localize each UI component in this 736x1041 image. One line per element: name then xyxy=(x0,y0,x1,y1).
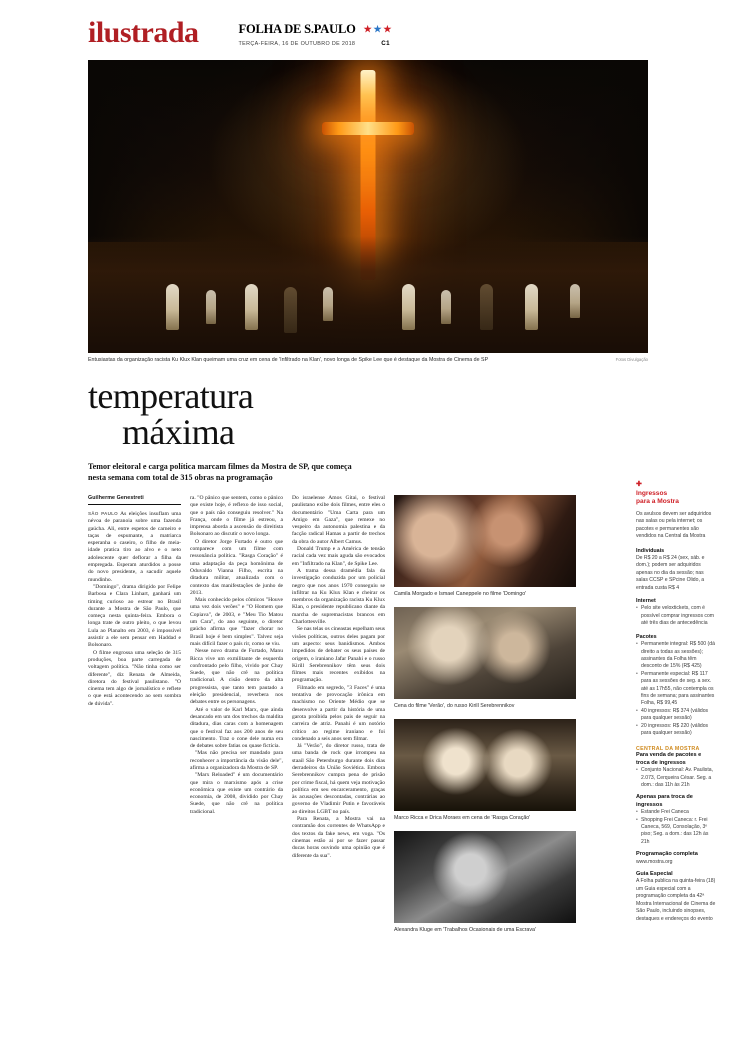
paragraph: ra. "O pânico que sentem, como o pânico que existe hoje, é reflexo de isso social, que o país não conseguiu resolver." Na França, onde o filme já estreou, a imprensa aborda a ascensão do direitista Bolsonaro ao discutir o novo longa. xyxy=(190,495,283,538)
paragraph-text: As eleições insuflam uma névoa de paranoia sobre uma fazenda gaúcha. Ali, entre espetos de carneiro e taças de espumante, a matriarca esperanha o caseiro, o filho de meia-idade pratica tiro ao alvo e o neto adolescente quer deflorar a filha da empregada. Esperam aturdidos a posse do novo presidente, a sacudir aquele mundinho. xyxy=(88,511,181,583)
paper-name-row xyxy=(239,22,392,37)
sidebar-guide-subtitle: Guia Especial xyxy=(636,871,673,878)
section-logo: ilustrada xyxy=(88,16,199,49)
hooded-figure xyxy=(525,284,538,330)
paragraph: "Mas não precisa ser mandado para reconhecer a importância da visão dele", afirma a organizadora da Mostra de SP. xyxy=(190,750,283,771)
date-row xyxy=(239,40,392,47)
photo-verao xyxy=(394,607,576,699)
star-icon: ★ xyxy=(383,24,392,34)
paragraph: Nesse novo drama de Furtado, Manu Ricca vive um exmilitante de esquerda confrontado pelo filho, vivido por Chay Suede, que não crê na política tradicional. A cisão dentro da alta progressista, que tanto tem pautado a eleição presidencial, reverbera nos debates entre os personagens. xyxy=(190,648,283,706)
paragraph xyxy=(88,510,181,584)
sidebar-title xyxy=(636,490,716,506)
hooded-figure xyxy=(206,290,216,324)
photo-rail xyxy=(394,495,576,943)
sidebar-list-item: • Permanente especial: R$ 117 para as sessões de seg. a sex. até as 17h55, não contempla os fins de semana; para assinantes Folha, R$ 99,45 xyxy=(636,671,716,708)
paper-name: FOLHA DE S.PAULO xyxy=(238,22,356,36)
photo-rasga-coracao xyxy=(394,719,576,811)
paragraph: A trama dessa dramédia fala da investigação conduzida por um policial negro que nos anos 1970 conseguiu se infiltrar na Ku Klux Klan e cheirar os membros da organização racista Ku Klux Klan, o presidente republicano diante da marcha de supremacistas brancos em Charlottesville. xyxy=(292,567,385,626)
hooded-figure xyxy=(402,284,415,330)
hooded-figure xyxy=(166,284,179,330)
rating-stars xyxy=(364,25,392,34)
cross-marker-icon: ✚ xyxy=(636,481,642,488)
sidebar-program-url[interactable]: www.mostra.org xyxy=(636,858,673,865)
star-icon: ★ xyxy=(363,24,372,34)
photo-caption: Cena do filme 'Verão', do russo Kirill Serebrennikov xyxy=(394,703,515,709)
paragraph: Se nas telas os cineastas espelham seus visões políticas, outros deles pagam por um aspecto: seus banidismos. Ambos impedidos de debater os seus países de origem, o iraniano Jafar Panahi e o russo Kirill Serebrennikov têm seus dois filmes mais recentes exibidos na programação. xyxy=(292,626,385,684)
photo-caption: Alexandra Kluge em 'Trabalhos Ocasionais de uma Escrava' xyxy=(394,927,536,933)
cross-horizontal xyxy=(322,122,414,135)
text-column-2 xyxy=(190,495,283,943)
paragraph: Mais conhecido pelos cômicos "Houve uma vez dois verões" e "O Homem que Copiava", de 2003, e "Meu Tio Matou um Cara", do ano seguinte, o diretor gaúcho afirma que "fazer chorar no Brasil hoje é bem simples". Talvez seja mais difícil fazer o país rir, como se viu. xyxy=(190,597,283,647)
sidebar-heading-individuais: Individuais xyxy=(636,547,665,554)
paragraph: Filmado em segredo, "3 Faces" é uma tentativa de provocação irônica em machismo no Oriente Médio que se desenvolve a partir da história de uma garota proibida pelos pais de seguir na carreira de atriz. Panahi é um notório crítico ao regime iraniano e foi condenado a seis anos sem filmar. xyxy=(292,684,385,742)
sidebar-list-item: • Shopping Frei Caneca: r. Frei Caneca, 569, Consolação, 3º piso; Seg. a dom.: das 12h às 21h xyxy=(636,817,716,847)
headline-zone xyxy=(0,378,736,483)
hooded-figure xyxy=(480,284,493,330)
dateline: SÃO PAULO xyxy=(88,511,118,516)
byline: Guilherme Genestreti xyxy=(88,495,181,505)
sidebar-list-item: • Pelo site veloxtickets, com é possível comprar ingressos com até três dias de antecedência xyxy=(636,605,716,627)
sidebar-heading-pacotes: Pacotes xyxy=(636,633,657,640)
sidebar-guide-text: A Folha publica na quinta-feira (18) um Guia especial com a programação completa da 42ª Mostra Internacional de Cinema de São Paulo, incluindo sinopses, destaques e endereços do evento xyxy=(636,878,716,922)
headline-line-1: temperatura xyxy=(88,376,254,416)
hero-caption-row xyxy=(88,353,648,364)
hero-photo-block xyxy=(0,60,736,364)
hooded-figure xyxy=(284,287,297,333)
sidebar-list-item: • Estande Frei Caneca xyxy=(636,809,716,816)
sidebar-list-item: • 40 ingressos: R$ 374 (válidos para qualquer sessão) xyxy=(636,708,716,723)
paragraph: Donald Trump e a América de tensão racial cada vez mais aguda são evocados em "Infiltrado na Klan", de Spike Lee. xyxy=(292,546,385,567)
hero-photo xyxy=(88,60,648,353)
page-number: C1 xyxy=(381,40,390,47)
text-column-3 xyxy=(292,495,385,943)
photo-caption: Camila Morgado e Ismael Caneppele no filme 'Domingo' xyxy=(394,591,527,597)
sidebar-intro: Os avulsos devem ser adquiridos nas salas ou pela internet; os pacotes e permanentes são vendidos na Central da Mostra xyxy=(636,511,712,540)
sidebar-list-item: • Conjunto Nacional: Av. Paulista, 2.073, Cerqueira César. Seg. a dom.: das 11h às 21h xyxy=(636,767,716,789)
hero-caption: Entusiastas da organização racista Ku Klux Klan queimam uma cruz em cena de 'Infiltrado na Klan', novo longa de Spike Lee que é destaque da Mostra de Cinema de SP xyxy=(88,357,489,363)
sidebar-central-subtitle: Para venda de pacotes e troca de ingressos xyxy=(636,752,702,766)
paragraph: "Marx Reloaded" é um documentário que mira o marxismo após a crise econômica que existe um contrário da economia, de 2008, dividido por Chay Suede, que não crê na política tradicional. xyxy=(190,772,283,815)
paragraph: Já "Verão", do diretor russo, trata de uma banda de rock que irrompeu na staail São Petersburgo durante dois dias derradeiros da União Soviética. Embora Serebrennikov cumpra pena de prisão por crime fiscal, há quem veja motivação política em seu encarceramento, graças às acusações descontadas, contrárias ao governo de Vladimir Putin e favoráveis ao direitos LGBT no país. xyxy=(292,743,385,815)
photo-trabalhos-ocasionais xyxy=(394,831,576,923)
photo-caption: Marco Ricca e Drica Moraes em cena de 'Rasga Coração' xyxy=(394,815,531,821)
paragraph: O diretor Jorge Furtado é outro que comparece com um filme com ressonância política. "Rasga Coração" é uma adaptação da peça homônima de Oduvaldo Vianna Filho, escrita na ditadura militar, atualizada com o contexto das manifestações de junho de 2013. xyxy=(190,538,283,596)
photo-domingo xyxy=(394,495,576,587)
sidebar-list-item: • Permanente integral: R$ 500 (dá direito a todas as sessões); assinantes da Folha têm desconto de 15% (R$ 425) xyxy=(636,641,716,671)
sidebar-exchange-subtitle: Apenas para troca de ingressos xyxy=(636,794,693,808)
paragraph: Do israelense Amos Gitai, o festival paulistano exibe dois filmes, entre eles o documentário "Uma Carta para um Amigo em Gaza", que remexe no vespeiro da autonomia palestina e da facção radical Hamas a partir de trechos da obra do autor Albert Camus. xyxy=(292,495,385,545)
text-column-1 xyxy=(88,495,181,943)
masthead-info xyxy=(239,18,392,47)
hooded-figure xyxy=(570,284,580,318)
hero-credit: Fotos Divulgação xyxy=(615,357,648,362)
star-icon: ★ xyxy=(373,24,382,34)
ticket-info-sidebar xyxy=(636,481,716,923)
headline-line-2: máxima xyxy=(122,412,235,452)
hooded-figure xyxy=(245,284,258,330)
sidebar-title-line-1: Ingressos xyxy=(636,490,668,497)
paragraph: "Domingo", drama dirigido por Felipe Barbosa e Clara Linhart, ganhará um timing curioso ao estrear no Brasil durante a Mostra de São Paulo, que começa nesta quinta-feira. Embora o longa trate de outro pleito, o que levou Lula ao Planalto em 2003, é impossível assistir a ele sem pensar em Haddad e Bolsonaro. xyxy=(88,583,181,649)
paragraph: O filme engrossa uma seleção de 315 produções, boa parte carregada de voltagem política. "Não tinha como ser diferente", diz Renata de Almeida, diretora do festival paulistano. "O cinema tem algo de jornalístico e reflete o que está acontecendo ao sem sombra de dúvida". xyxy=(88,649,181,707)
sidebar-heading-internet: Internet xyxy=(636,598,656,605)
sidebar-list-item: • 20 ingressos: R$ 220 (válidos para qualquer sessão) xyxy=(636,723,716,738)
subheadline: Temor eleitoral e carga política marcam filmes da Mostra de SP, que começa nesta semana com total de 315 obras na programação xyxy=(88,462,352,482)
sidebar-program-subtitle: Programação completa xyxy=(636,851,698,858)
page-title xyxy=(88,378,356,450)
paragraph: Até o valor de Karl Marx, que ainda desancado em um dos trechos da maldita ditadura, dias caras com a homenagem que o festival faz aos 200 anos de seu nascimento. Traz o cone dele numa era de debates sobre fatias ou quase fictícia. xyxy=(190,706,283,750)
hooded-figure xyxy=(441,290,451,324)
article-body xyxy=(0,495,736,943)
sidebar-section-central-label: CENTRAL DA MOSTRA xyxy=(636,746,700,753)
paragraph: Para Renata, a Mostra vai na contramão dos correntes de WhatsApp e dos textos da fake news, em voga. "Os cinemas estão ai por se fazer passar ducas horas ouvindo uma opinião que é diferente da sua". xyxy=(292,816,385,859)
sidebar-text: De R$ 20 a R$ 24 (sex, sáb. e dom.); podem ser adquiridos apenas no dia da sessão; nas salas CCSP e SPcine Olido, a entrada custa R$ 4 xyxy=(636,555,705,591)
publication-date: TERÇA-FEIRA, 16 DE OUTUBRO DE 2018 xyxy=(238,41,356,47)
masthead xyxy=(0,0,736,54)
sidebar-title-line-2: para a Mostra xyxy=(636,498,679,505)
hooded-figure xyxy=(323,287,333,321)
